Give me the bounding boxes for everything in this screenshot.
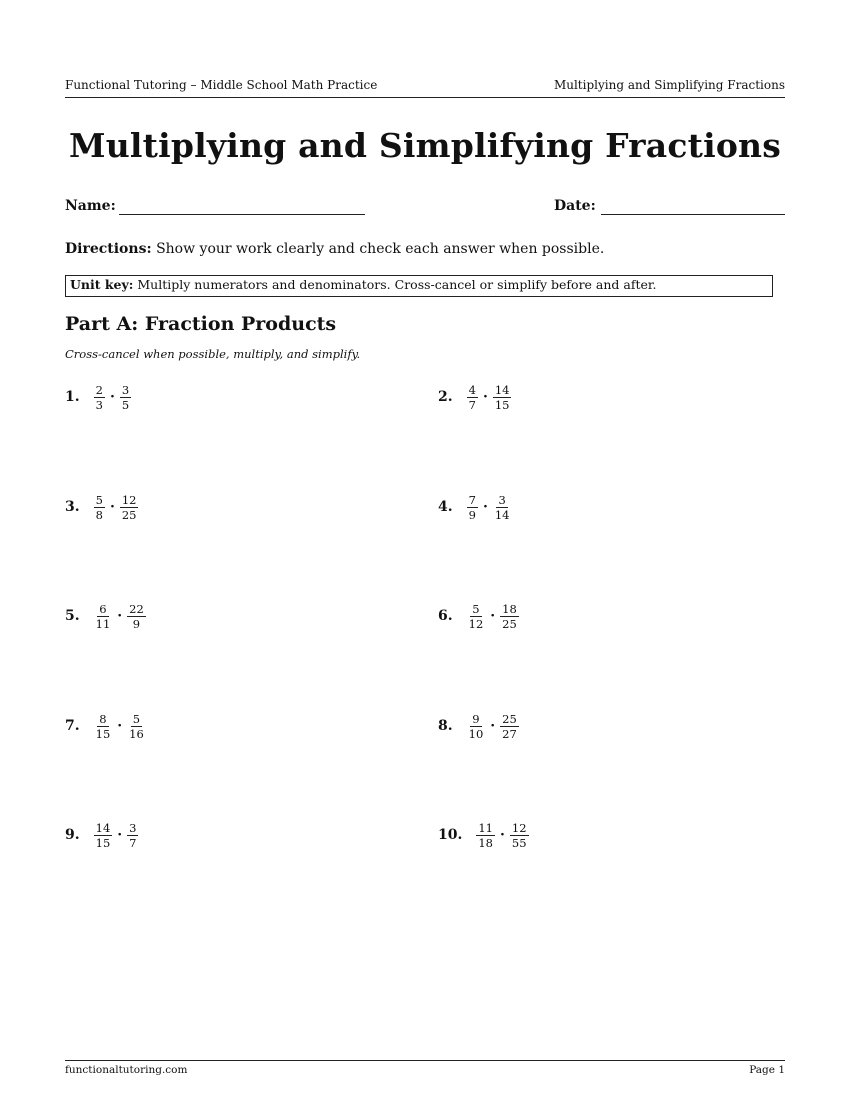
page-footer xyxy=(65,1060,785,1076)
problem-number: 8. xyxy=(438,718,453,734)
multiply-operator: · xyxy=(117,608,123,624)
numerator: 3 xyxy=(129,820,137,835)
problem-item xyxy=(65,815,138,855)
numerator: 7 xyxy=(468,492,476,507)
numerator: 6 xyxy=(99,601,107,616)
problem-number: 5. xyxy=(65,608,80,624)
numerator: 5 xyxy=(472,601,480,616)
problem-number: 9. xyxy=(65,827,80,843)
fraction xyxy=(94,384,105,411)
denominator: 25 xyxy=(121,507,137,522)
denominator: 15 xyxy=(95,726,111,741)
numerator: 14 xyxy=(494,382,510,397)
name-field[interactable] xyxy=(65,198,365,214)
multiply-operator: · xyxy=(490,608,496,624)
denominator: 12 xyxy=(468,616,484,631)
denominator: 7 xyxy=(129,835,137,850)
fraction xyxy=(510,822,529,849)
denominator: 8 xyxy=(95,507,103,522)
unit-key-label: Unit key: xyxy=(70,277,134,292)
problem-number: 6. xyxy=(438,608,453,624)
fraction xyxy=(94,822,113,849)
denominator: 25 xyxy=(502,616,517,631)
fraction xyxy=(493,384,512,411)
problem-item xyxy=(65,377,131,417)
fraction xyxy=(500,713,519,740)
fraction xyxy=(500,603,519,630)
running-header xyxy=(65,78,785,98)
fraction-expression xyxy=(467,494,512,521)
numerator: 5 xyxy=(95,492,103,507)
denominator: 11 xyxy=(95,616,111,631)
directions-text: Show your work clearly and check each answer when possible. xyxy=(156,241,605,257)
problem-number: 10. xyxy=(438,827,463,843)
fraction xyxy=(467,603,486,630)
fraction xyxy=(94,603,113,630)
unit-key-text: Multiply numerators and denominators. Cross-cancel or simplify before and after. xyxy=(137,277,657,292)
problem-number: 1. xyxy=(65,389,80,405)
numerator: 5 xyxy=(132,711,141,726)
multiply-operator: · xyxy=(490,718,496,734)
fraction-expression xyxy=(467,384,512,411)
problem-item xyxy=(438,815,529,855)
denominator: 15 xyxy=(494,397,510,412)
footer-website: functionaltutoring.com xyxy=(65,1064,188,1076)
multiply-operator: · xyxy=(109,499,115,515)
multiply-operator: · xyxy=(117,718,123,734)
header-left: Functional Tutoring – Middle School Math Practice xyxy=(65,78,378,92)
fraction xyxy=(493,494,512,521)
fraction-expression xyxy=(94,494,139,521)
numerator: 3 xyxy=(121,382,130,397)
numerator: 2 xyxy=(95,382,103,397)
problem-number: 4. xyxy=(438,499,453,515)
denominator: 9 xyxy=(468,507,476,522)
numerator: 18 xyxy=(502,601,517,616)
numerator: 8 xyxy=(99,711,107,726)
denominator: 3 xyxy=(95,397,103,412)
denominator: 55 xyxy=(511,835,527,850)
problem-item xyxy=(438,596,519,636)
directions xyxy=(65,241,604,257)
fraction-expression xyxy=(94,713,146,740)
part-title: Part A: Fraction Products xyxy=(65,313,337,335)
date-field[interactable] xyxy=(554,198,785,214)
fraction xyxy=(127,603,146,630)
header-right: Multiplying and Simplifying Fractions xyxy=(553,78,785,92)
page-title: Multiplying and Simplifying Fractions xyxy=(68,126,782,165)
footer-page-number: Page 1 xyxy=(749,1064,785,1076)
multiply-operator: · xyxy=(482,389,488,405)
numerator: 14 xyxy=(95,820,111,835)
fraction-expression xyxy=(467,713,519,740)
date-blank-line[interactable] xyxy=(601,214,785,215)
problem-item xyxy=(438,487,511,527)
denominator: 16 xyxy=(129,726,144,741)
multiply-operator: · xyxy=(109,389,115,405)
fraction xyxy=(94,494,105,521)
numerator: 11 xyxy=(478,820,493,835)
numerator: 12 xyxy=(511,820,527,835)
directions-label: Directions: xyxy=(65,241,152,257)
denominator: 10 xyxy=(468,726,484,741)
fraction-expression xyxy=(94,384,132,411)
problem-item xyxy=(438,377,511,417)
numerator: 12 xyxy=(121,492,137,507)
date-label: Date: xyxy=(554,198,596,214)
fraction xyxy=(127,822,138,849)
denominator: 9 xyxy=(132,616,141,631)
multiply-operator: · xyxy=(117,827,123,843)
fraction xyxy=(120,384,131,411)
problem-item xyxy=(65,487,138,527)
denominator: 14 xyxy=(494,507,510,522)
numerator: 25 xyxy=(502,711,517,726)
fraction-expression xyxy=(94,603,146,630)
denominator: 27 xyxy=(502,726,517,741)
fraction-expression xyxy=(467,603,519,630)
fraction-expression xyxy=(476,822,528,849)
unit-key-box xyxy=(65,275,773,297)
fraction xyxy=(94,713,113,740)
multiply-operator: · xyxy=(482,499,488,515)
problem-item xyxy=(65,706,146,746)
denominator: 7 xyxy=(468,397,476,412)
denominator: 18 xyxy=(478,835,493,850)
name-label: Name: xyxy=(65,198,116,214)
fraction xyxy=(467,384,478,411)
problem-item xyxy=(438,706,519,746)
multiply-operator: · xyxy=(500,827,505,843)
problem-item xyxy=(65,596,146,636)
fraction xyxy=(467,494,478,521)
problem-number: 7. xyxy=(65,718,80,734)
numerator: 9 xyxy=(472,711,480,726)
fraction xyxy=(127,713,146,740)
fraction xyxy=(120,494,139,521)
fraction-expression xyxy=(94,822,139,849)
problem-number: 2. xyxy=(438,389,453,405)
denominator: 5 xyxy=(121,397,130,412)
fraction xyxy=(476,822,495,849)
numerator: 4 xyxy=(468,382,476,397)
denominator: 15 xyxy=(95,835,111,850)
name-blank-line[interactable] xyxy=(119,214,365,215)
numerator: 3 xyxy=(498,492,506,507)
part-subtitle: Cross-cancel when possible, multiply, and simplify. xyxy=(65,347,361,361)
fraction xyxy=(467,713,486,740)
numerator: 22 xyxy=(129,601,144,616)
problem-number: 3. xyxy=(65,499,80,515)
